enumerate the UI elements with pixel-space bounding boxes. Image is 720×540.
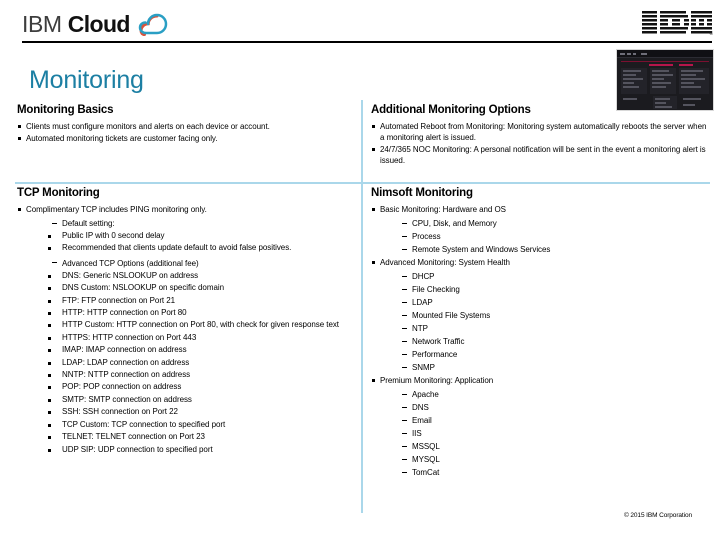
sub-sub-list-item-text: Recommended that clients update default to avoid false positives.	[62, 243, 292, 253]
dash-bullet-icon	[402, 446, 407, 447]
sub-sub-list-item-text: POP: POP connection on address	[62, 382, 182, 392]
sub-list-item	[380, 401, 709, 414]
sub-list-item-text: Network Traffic	[412, 337, 465, 347]
sub-list-item-text: TomCat	[412, 468, 440, 478]
dash-bullet-icon	[402, 341, 407, 342]
sub-list-item	[380, 414, 709, 427]
sub-list-item	[380, 440, 709, 453]
section-nimsoft-monitoring	[371, 187, 709, 480]
sub-list-item	[380, 243, 709, 256]
sub-list-item-text: DHCP	[412, 272, 435, 282]
square-bullet-icon	[48, 349, 51, 352]
dash-bullet-icon	[402, 249, 407, 250]
sub-list-item	[26, 257, 357, 270]
dash-bullet-icon	[402, 315, 407, 316]
section-title: Additional Monitoring Options	[371, 104, 531, 116]
dash-bullet-icon	[402, 459, 407, 460]
sub-sub-list-item	[26, 332, 357, 344]
brand-cloud-text: Cloud	[67, 10, 130, 37]
sub-list-item-text: LDAP	[412, 298, 433, 308]
dash-bullet-icon	[402, 407, 407, 408]
sub-sub-list-item	[26, 270, 357, 282]
sub-sub-list-item	[26, 319, 357, 331]
sub-list-item-text: NTP	[412, 324, 428, 334]
sub-list-item	[380, 230, 709, 243]
dash-bullet-icon	[402, 420, 407, 421]
bullet-list	[17, 204, 357, 456]
sub-list-item-text: DNS	[412, 403, 429, 413]
sub-list-item-text: Advanced TCP Options (additional fee)	[62, 258, 199, 268]
list-item-text: Automated Reboot from Monitoring: Monitoring system automatically reboots the server when a monitoring alert is issued.	[380, 121, 707, 142]
sub-list-item-text: MYSQL	[412, 455, 440, 465]
sub-list-item-text: MSSQL	[412, 442, 440, 452]
sub-list	[26, 217, 357, 230]
list-item-text: Complimentary TCP includes PING monitoring only.	[26, 204, 207, 214]
square-bullet-icon	[372, 261, 375, 264]
square-bullet-icon	[18, 208, 21, 211]
square-bullet-icon	[48, 449, 51, 452]
square-bullet-icon	[48, 324, 51, 327]
square-bullet-icon	[48, 411, 51, 414]
square-bullet-icon	[48, 386, 51, 389]
sub-list-item	[380, 283, 709, 296]
sub-sub-list-item-text: IMAP: IMAP connection on address	[62, 345, 187, 355]
square-bullet-icon	[48, 337, 51, 340]
sub-list	[380, 270, 709, 374]
list-item-text: Advanced Monitoring: System Health	[380, 258, 510, 267]
dash-bullet-icon	[402, 236, 407, 237]
square-bullet-icon	[18, 137, 21, 140]
sub-sub-list-item	[26, 369, 357, 381]
square-bullet-icon	[48, 362, 51, 365]
list-item	[371, 144, 709, 166]
section-title: TCP Monitoring	[17, 187, 100, 199]
sub-list-item	[380, 453, 709, 466]
dash-bullet-icon	[402, 433, 407, 434]
header-divider	[22, 41, 712, 43]
sub-sub-list-item-text: HTTPS: HTTP connection on Port 443	[62, 332, 197, 342]
section-monitoring-basics	[17, 104, 355, 145]
sub-sub-list-item-text: TELNET: TELNET connection on Port 23	[62, 432, 205, 442]
list-item	[17, 133, 355, 144]
square-bullet-icon	[48, 235, 51, 238]
sub-list-item	[380, 388, 709, 401]
square-bullet-icon	[48, 374, 51, 377]
square-bullet-icon	[48, 275, 51, 278]
copyright-notice: © 2015 IBM Corporation	[624, 512, 692, 519]
sub-sub-list-item-text: DNS Custom: NSLOOKUP on specific domain	[62, 283, 224, 293]
list-item	[371, 121, 709, 143]
sub-sub-list-item	[26, 406, 357, 418]
sub-list-item	[380, 466, 709, 479]
sub-list-item	[380, 427, 709, 440]
square-bullet-icon	[18, 125, 21, 128]
registered-mark: ®	[709, 31, 713, 37]
sub-list	[26, 257, 357, 270]
sub-sub-list-item-text: FTP: FTP connection on Port 21	[62, 295, 176, 305]
sub-list-item	[26, 217, 357, 230]
sub-sub-list-item	[26, 431, 357, 443]
sub-list-item-text: Performance	[412, 350, 458, 360]
sub-sub-list-item-text: UDP SIP: UDP connection to specified port	[62, 444, 213, 454]
square-bullet-icon	[372, 208, 375, 211]
dash-bullet-icon	[402, 289, 407, 290]
tcp-options-list	[26, 270, 357, 456]
sub-list-item-text: Mounted File Systems	[412, 311, 491, 321]
square-bullet-icon	[48, 399, 51, 402]
dash-bullet-icon	[402, 328, 407, 329]
list-item-text: Automated monitoring tickets are customer facing only.	[26, 134, 218, 143]
sub-sub-list-item-text: Public IP with 0 second delay	[62, 231, 165, 240]
list-item	[371, 257, 709, 374]
sub-list-item-text: CPU, Disk, and Memory	[412, 219, 497, 228]
square-bullet-icon	[48, 424, 51, 427]
sub-sub-list-item	[26, 394, 357, 406]
dash-bullet-icon	[402, 223, 407, 224]
list-item	[17, 204, 357, 456]
dash-bullet-icon	[402, 367, 407, 368]
sub-sub-list-item-text: TCP Custom: TCP connection to specified port	[62, 419, 226, 429]
sub-list-item	[380, 322, 709, 335]
sub-sub-list-item	[26, 295, 357, 307]
cloud-icon	[137, 12, 169, 36]
vertical-divider	[361, 100, 363, 513]
dash-bullet-icon	[52, 223, 57, 224]
bullet-list	[371, 121, 709, 167]
square-bullet-icon	[48, 312, 51, 315]
brand-ibm-text: IBM	[22, 10, 62, 37]
square-bullet-icon	[372, 125, 375, 128]
square-bullet-icon	[48, 247, 51, 250]
ibm-logo	[642, 11, 712, 37]
bullet-list	[17, 121, 355, 144]
sub-list-item	[380, 348, 709, 361]
sub-list-item-text: SNMP	[412, 363, 435, 373]
sub-sub-list-item-text: SMTP: SMTP connection on address	[62, 394, 192, 404]
sub-sub-list-item-text: SSH: SSH connection on Port 22	[62, 407, 178, 417]
sub-list-item	[380, 309, 709, 322]
section-tcp-monitoring	[17, 187, 357, 457]
dash-bullet-icon	[402, 302, 407, 303]
dash-bullet-icon	[402, 472, 407, 473]
sub-sub-list-item	[26, 357, 357, 369]
sub-list-item	[380, 296, 709, 309]
section-additional-monitoring-options	[371, 104, 709, 168]
sub-list-item-text: File Checking	[412, 285, 460, 295]
sub-sub-list-item-text: HTTP Custom: HTTP connection on Port 80, with check for given response text	[62, 320, 339, 330]
sub-sub-list-item	[26, 230, 357, 242]
dash-bullet-icon	[52, 262, 57, 263]
dash-bullet-icon	[402, 354, 407, 355]
list-item	[371, 375, 709, 479]
dash-bullet-icon	[402, 276, 407, 277]
sub-sub-list-item-text: HTTP: HTTP connection on Port 80	[62, 308, 187, 318]
ibm-cloud-logo	[22, 9, 169, 39]
sub-list-item-text: Process	[412, 232, 441, 241]
square-bullet-icon	[372, 379, 375, 382]
section-title: Nimsoft Monitoring	[371, 187, 473, 199]
sub-list-item	[380, 270, 709, 283]
list-item-text: Basic Monitoring: Hardware and OS	[380, 204, 506, 214]
sub-sub-list-item	[26, 344, 357, 356]
sub-sub-list	[26, 230, 357, 255]
sub-sub-list-item	[26, 381, 357, 393]
sub-sub-list-item	[26, 282, 357, 294]
sub-sub-list-item	[26, 307, 357, 319]
square-bullet-icon	[48, 436, 51, 439]
sub-sub-list-item-text: LDAP: LDAP connection on address	[62, 357, 190, 367]
sub-list	[380, 217, 709, 256]
dash-bullet-icon	[402, 394, 407, 395]
sub-list-item-text: Remote System and Windows Services	[412, 245, 551, 254]
section-title: Monitoring Basics	[17, 104, 114, 116]
sub-list-item-text: IIS	[412, 429, 422, 439]
dashboard-screenshot	[616, 49, 714, 111]
sub-list-item	[380, 335, 709, 348]
list-item-text: Premium Monitoring: Application	[380, 376, 494, 386]
square-bullet-icon	[372, 148, 375, 151]
square-bullet-icon	[48, 300, 51, 303]
sub-list-item-text: Apache	[412, 390, 439, 400]
list-item	[17, 121, 355, 132]
bullet-list	[371, 204, 709, 480]
sub-list-item	[380, 361, 709, 374]
page-title: Monitoring	[29, 65, 144, 94]
sub-sub-list-item-text: NNTP: NTTP connection on address	[62, 370, 191, 380]
sub-list-item	[380, 217, 709, 230]
sub-sub-list-item	[26, 444, 357, 456]
sub-sub-list-item	[26, 419, 357, 431]
sub-list-item-text: Default setting:	[62, 219, 115, 228]
sub-list	[380, 388, 709, 479]
list-item	[371, 204, 709, 256]
sub-sub-list-item	[26, 242, 357, 254]
thumb-titlebar	[617, 50, 713, 58]
list-item-text: 24/7/365 NOC Monitoring: A personal notification will be sent in the event a monitoring alert is issued.	[380, 145, 706, 166]
square-bullet-icon	[48, 287, 51, 290]
list-item-text: Clients must configure monitors and alerts on each device or account.	[26, 121, 270, 131]
sub-list-item-text: Email	[412, 416, 432, 426]
sub-sub-list-item-text: DNS: Generic NSLOOKUP on address	[62, 270, 199, 280]
